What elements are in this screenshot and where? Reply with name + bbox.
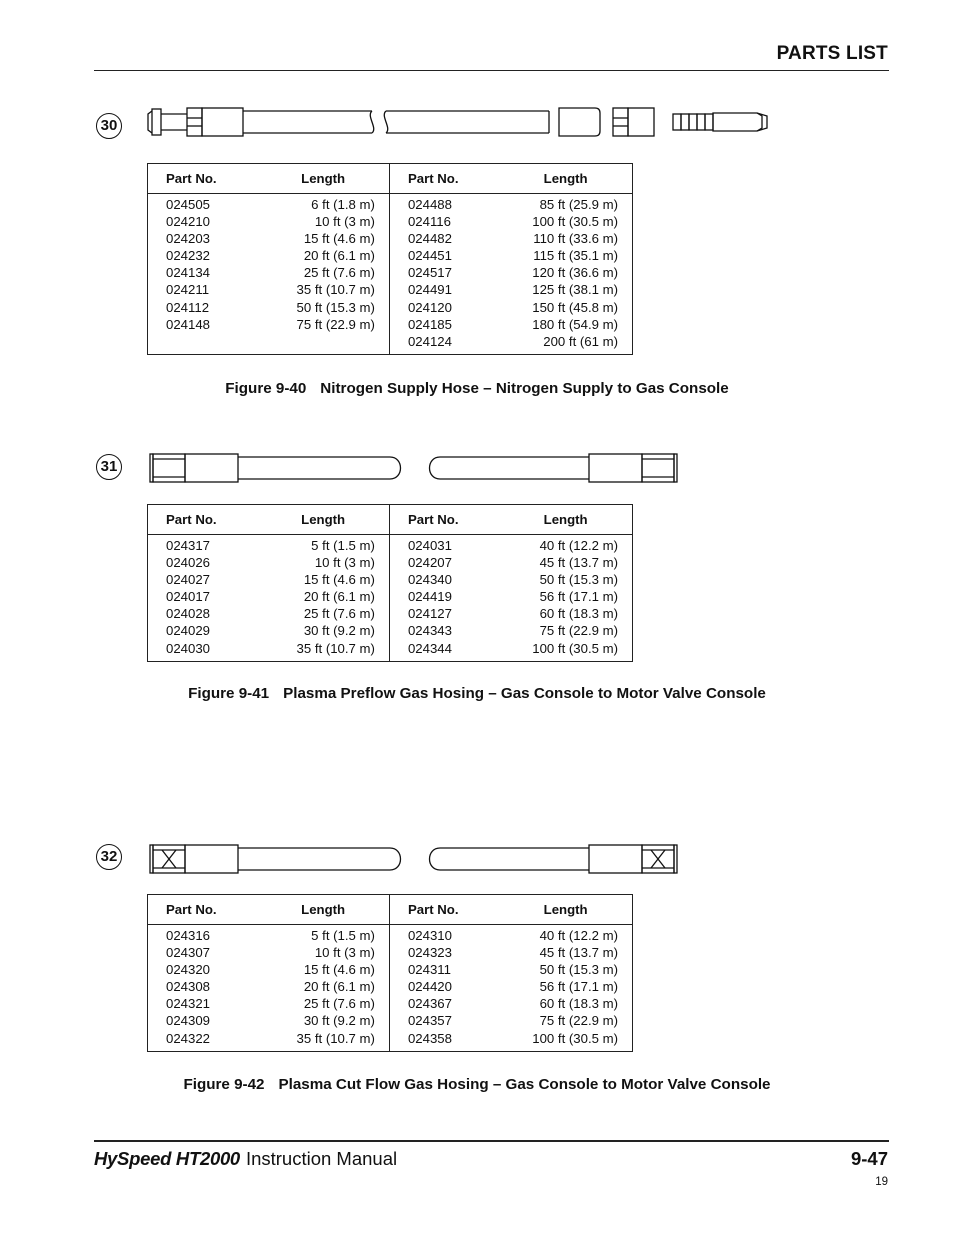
hose-length: 35 ft (10.7 m) [296,1030,375,1046]
hose-length: 15 ft (4.6 m) [303,231,375,247]
hose-length: 120 ft (36.6 m) [532,265,618,281]
col-header-length: Length [513,895,632,925]
hose-length: 200 ft (61 m) [543,333,618,349]
col-header-part-no: Part No. [389,895,513,925]
hose-length: 35 ft (10.7 m) [296,640,375,656]
part-number: 024124 [407,333,452,349]
part-number: 024317 [166,538,211,553]
hose-length: 30 ft (9.2 m) [303,623,375,639]
hose-length: 110 ft (33.6 m) [533,231,618,247]
hose-length: 6 ft (1.8 m) [311,197,375,212]
figure-title: Plasma Preflow Gas Hosing – Gas Console to Motor Valve Console [283,685,766,702]
hose-length: 10 ft (3 m) [314,555,375,571]
hose-length: 115 ft (35.1 m) [533,248,618,264]
length-list [271,925,389,1052]
part-number: 024207 [407,555,452,571]
part-number: 024116 [407,214,451,230]
part-no-list [148,925,272,1052]
part-number: 024311 [407,962,451,978]
part-number: 024310 [407,928,452,943]
hose-length: 20 ft (6.1 m) [303,979,375,995]
hose-length: 5 ft (1.5 m) [311,928,375,943]
col-header-length: Length [271,895,389,925]
hose-length: 180 ft (54.9 m) [532,316,618,332]
part-number: 024031 [407,538,452,553]
part-number: 024185 [407,316,452,332]
hose-length: 15 ft (4.6 m) [303,572,375,588]
hose-length: 40 ft (12.2 m) [539,538,618,553]
part-number: 024112 [166,299,210,315]
page-number: 19 [875,1176,888,1188]
part-number: 024316 [166,928,211,943]
figure-title: Nitrogen Supply Hose – Nitrogen Supply to Gas Console [320,380,729,397]
hose-length: 20 ft (6.1 m) [303,248,375,264]
hose-length: 45 ft (13.7 m) [539,555,618,571]
hose-length: 150 ft (45.8 m) [532,299,618,315]
footer-manual-title [94,1148,397,1170]
part-number: 024323 [407,945,452,961]
item-number-badge: 32 [96,844,122,870]
part-number: 024029 [166,623,211,639]
part-number: 024027 [166,572,211,588]
hose-length: 75 ft (22.9 m) [539,1013,618,1029]
part-number: 024357 [407,1013,452,1029]
part-number: 024344 [407,640,452,656]
length-list [513,925,632,1052]
hose-length: 35 ft (10.7 m) [296,282,375,298]
hose-length: 60 ft (18.3 m) [539,996,618,1012]
part-number: 024127 [407,606,452,622]
part-number: 024120 [407,299,452,315]
hose-length: 75 ft (22.9 m) [296,316,375,332]
figure-number: Figure 9-41 [188,685,270,702]
hose-length: 125 ft (38.1 m) [532,282,618,298]
part-no-list [389,925,513,1052]
hose-length: 5 ft (1.5 m) [311,538,375,553]
manual-label: Instruction Manual [245,1148,398,1169]
col-header-part-no: Part No. [389,505,513,535]
part-number: 024308 [166,979,211,995]
hose-length: 30 ft (9.2 m) [303,1013,375,1029]
hose-length: 45 ft (13.7 m) [539,945,618,961]
part-number: 024340 [407,572,452,588]
part-number: 024320 [166,962,211,978]
part-number: 024482 [407,231,452,247]
hose-length: 20 ft (6.1 m) [303,589,375,605]
col-header-length: Length [513,505,632,535]
part-number: 024030 [166,640,211,656]
hose-length: 100 ft (30.5 m) [532,214,618,230]
part-number: 024419 [407,589,452,605]
part-number: 024488 [407,197,452,212]
hose-length: 25 ft (7.6 m) [303,606,375,622]
hose-length: 60 ft (18.3 m) [539,606,618,622]
part-number: 024491 [407,282,452,298]
part-number: 024451 [407,248,452,264]
figure-number: Figure 9-42 [183,1076,265,1093]
col-header-length: Length [513,164,632,194]
hose-length: 50 ft (15.3 m) [539,962,618,978]
hose-length: 56 ft (17.1 m) [539,979,618,995]
col-header-length: Length [271,505,389,535]
hose-length: 25 ft (7.6 m) [303,996,375,1012]
page-section-title: PARTS LIST [776,43,888,64]
hose-length: 75 ft (22.9 m) [539,623,618,639]
part-number: 024358 [407,1030,452,1046]
part-number: 024505 [166,197,211,212]
part-number: 024211 [166,282,210,298]
hose-length: 40 ft (12.2 m) [539,928,618,943]
hose-length: 25 ft (7.6 m) [303,265,375,281]
figure-caption [0,1076,954,1093]
hose-length: 50 ft (15.3 m) [296,299,375,315]
part-number: 024420 [407,979,452,995]
col-header-length: Length [271,164,389,194]
section-page-number: 9-47 [850,1148,888,1169]
parts-table [147,894,633,1052]
part-number: 024232 [166,248,211,264]
part-number: 024321 [166,996,211,1012]
figure-title: Plasma Cut Flow Gas Hosing – Gas Console to Motor Valve Console [278,1076,771,1093]
col-header-part-no: Part No. [389,164,513,194]
part-number: 024134 [166,265,211,281]
hose-length: 15 ft (4.6 m) [303,962,375,978]
item-number-badge: 30 [96,113,122,139]
hose-length: 85 ft (25.9 m) [539,197,618,212]
part-number: 024367 [407,996,452,1012]
part-number: 024148 [166,316,211,332]
part-number: 024322 [166,1030,211,1046]
hose-length: 10 ft (3 m) [314,945,375,961]
hose-length: 100 ft (30.5 m) [532,1030,618,1046]
hose-length: 56 ft (17.1 m) [539,589,618,605]
part-number: 024017 [166,589,211,605]
figure-number: Figure 9-40 [225,380,307,397]
hose-length: 10 ft (3 m) [314,214,375,230]
part-number: 024517 [407,265,452,281]
part-number: 024343 [407,623,452,639]
hose-length: 50 ft (15.3 m) [539,572,618,588]
item-number-badge: 31 [96,454,122,480]
part-number: 024028 [166,606,211,622]
hose-length: 100 ft (30.5 m) [532,640,618,656]
part-number: 024203 [166,231,211,247]
part-number: 024309 [166,1013,211,1029]
part-number: 024210 [166,214,211,230]
col-header-part-no: Part No. [148,164,272,194]
col-header-part-no: Part No. [148,895,272,925]
col-header-part-no: Part No. [148,505,272,535]
product-brand: HySpeed HT2000 [94,1148,240,1169]
part-number: 024307 [166,945,211,961]
part-number: 024026 [166,555,211,571]
footer-divider [94,1140,889,1142]
